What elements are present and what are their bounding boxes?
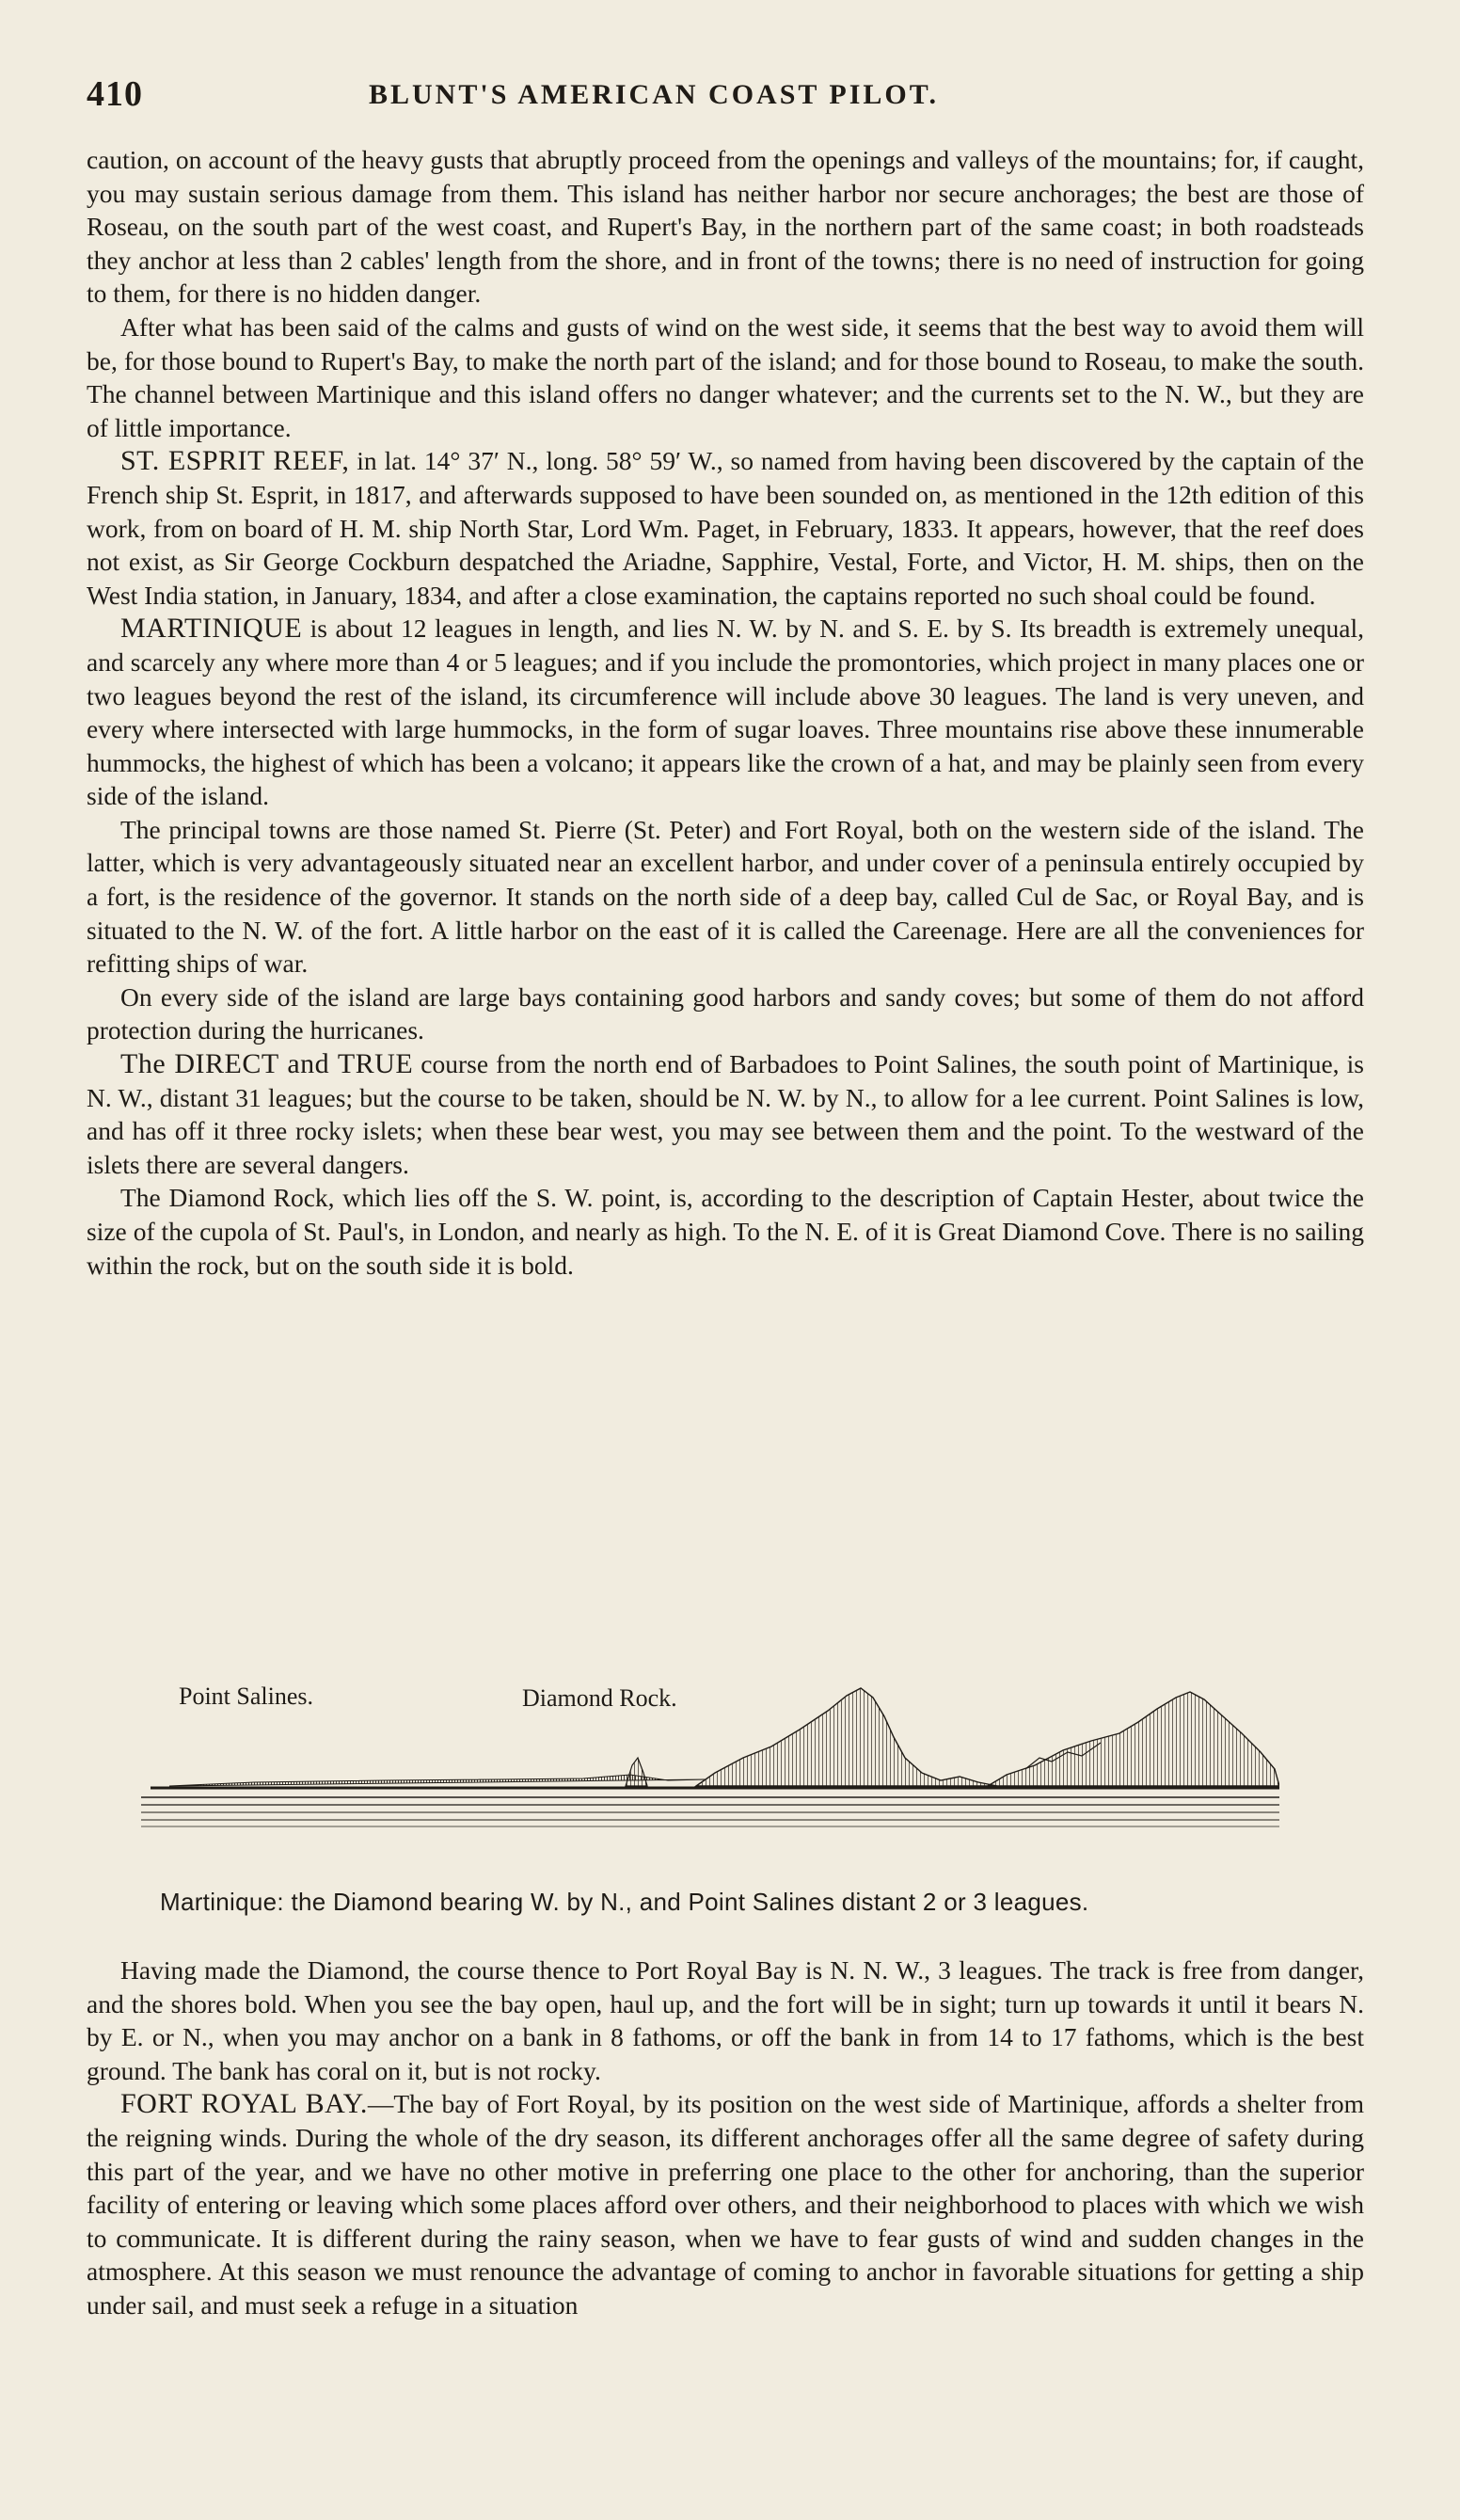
body-text-bottom bbox=[87, 1954, 1364, 2322]
low-coastline bbox=[169, 1775, 706, 1786]
paragraph-fort-royal-bay: FORT ROYAL BAY.—The bay of Fort Royal, by its position on the west side of Martinique, affords a shelter from the reigning winds. During the whole of the dry season, its different anchorages offer all the same degree of safety during this part of the year, and we have no other motive in preferring one place to the other for anchoring, than the superior facility of entering or leaving which some places afford over others, and their neighborhood to places with which we wish to communicate. It is different during the rainy season, when we have to fear gusts of wind and sudden changes in the atmosphere. At this season we must renounce the advantage of coming to anchor in favorable situations for getting a ship under sail, and must seek a refuge in a situation bbox=[87, 2088, 1364, 2320]
running-title: BLUNT'S AMERICAN COAST PILOT. bbox=[369, 79, 939, 110]
diamond-rock-shape bbox=[696, 1688, 997, 1786]
body-text-top bbox=[87, 143, 1364, 1282]
mainland-hills bbox=[988, 1692, 1279, 1786]
label-diamond-rock: Diamond Rock. bbox=[522, 1684, 677, 1712]
coastal-profile-figure bbox=[141, 1671, 1279, 1859]
paragraph-principal-towns: The principal towns are those named St. Pierre (St. Peter) and Fort Royal, both on the western side of the island. The latter, which is very advantageously situated near an excellent harbor, and under cover of a peninsula entirely occupied by a fort, is the residence of the governor. It stands on the north side of a deep bay, called Cul de Sac, or Royal Bay, and is situated to the N. W. of the fort. A little harbor on the east of it is called the Careenage. Here are all the conveniences for refitting ships of war. bbox=[87, 814, 1364, 979]
heading-direct-course: The DIRECT and TRUE bbox=[120, 1048, 414, 1080]
paragraph-bays: On every side of the island are large bays containing good harbors and sandy coves; but some of them do not afford protection during the hurricanes. bbox=[87, 981, 1364, 1045]
heading-st-esprit-reef: ST. ESPRIT REEF, bbox=[120, 445, 350, 477]
page-number: 410 bbox=[87, 74, 143, 114]
heading-fort-royal-bay: FORT ROYAL BAY. bbox=[120, 2088, 368, 2120]
figure-caption: Martinique: the Diamond bearing W. by N., and Point Salines distant 2 or 3 leagues. bbox=[160, 1888, 1089, 1916]
label-point-salines: Point Salines. bbox=[179, 1683, 314, 1710]
page-header bbox=[87, 73, 1375, 120]
paragraph-course-to-port-royal: Having made the Diamond, the course thence to Port Royal Bay is N. N. W., 3 leagues. The track is free from danger, and the shores bold. When you see the bay open, haul up, and the fort will be in sight; turn up towards it until it bears N. by E. or N., when you may anchor on a bank in 8 fathoms, or off the bank in from 14 to 17 fathoms, which is the best ground. The bank has coral on it, but is not rocky. bbox=[87, 1955, 1364, 2085]
paragraph-st-esprit-reef: ST. ESPRIT REEF, in lat. 14° 37′ N., long. 58° 59′ W., so named from having been discovered by the captain of the French ship St. Esprit, in 1817, and afterwards supposed to have been sounded on, as mentioned in the 12th edition of this work, from on board of H. M. ship North Star, Lord Wm. Paget, in February, 1833. It appears, however, that the reef does not exist, as Sir George Cockburn despatched the Ariadne, Sapphire, Vestal, Forte, and Victor, H. M. ships, then on the West India station, in January, 1834, and after a close examination, the captains reported no such shoal could be found. bbox=[87, 445, 1364, 610]
rocky-islet bbox=[626, 1758, 647, 1786]
paragraph-direct-course: The DIRECT and TRUE course from the north end of Barbadoes to Point Salines, the south point of Martinique, is N. W., distant 31 leagues; but the course to be taken, should be N. W. by N., to allow for a lee current. Point Salines is low, and has off it three rocky islets; when these bear west, you may see between them and the point. To the westward of the islets there are several dangers. bbox=[87, 1048, 1364, 1179]
paragraph-calms-and-gusts: After what has been said of the calms and gusts of wind on the west side, it seems that the best way to avoid them will be, for those bound to Rupert's Bay, to make the north part of the island; and for those bound to Roseau, to make the south. The channel between Martinique and this island offers no danger whatever; and the currents set to the N. W., but they are of little importance. bbox=[87, 311, 1364, 442]
paragraph-diamond-rock: The Diamond Rock, which lies off the S. W. point, is, according to the description of Captain Hester, about twice the size of the cupola of St. Paul's, in London, and nearly as high. To the N. E. of it is Great Diamond Cove. There is no sailing within the rock, but on the south side it is bold. bbox=[87, 1183, 1364, 1280]
paragraph-martinique: MARTINIQUE is about 12 leagues in length, and lies N. W. by N. and S. E. by S. Its breadth is extremely unequal, and scarcely any where more than 4 or 5 leagues; and if you include the promontories, which project in many places one or two leagues beyond the rest of the island, its circumference will include above 30 leagues. The land is very uneven, and every where intersected with large hummocks, in the form of sugar loaves. Three mountains rise above these innumerable hummocks, the highest of which has been a volcano; it appears like the crown of a hat, and may be plainly seen from every side of the island. bbox=[87, 613, 1364, 811]
heading-martinique: MARTINIQUE bbox=[120, 613, 303, 645]
paragraph-continuation: caution, on account of the heavy gusts that abruptly proceed from the openings and valleys of the mountains; for, if caught, you may sustain serious damage from them. This island has neither harbor nor secure anchorages; the best are those of Roseau, on the south part of the west coast, and Rupert's Bay, in the northern part of the same coast; in both roadsteads they anchor at less than 2 cables' length from the shore, and in front of the towns; there is no need of instruction for going to them, for there is no hidden danger. bbox=[87, 145, 1364, 309]
